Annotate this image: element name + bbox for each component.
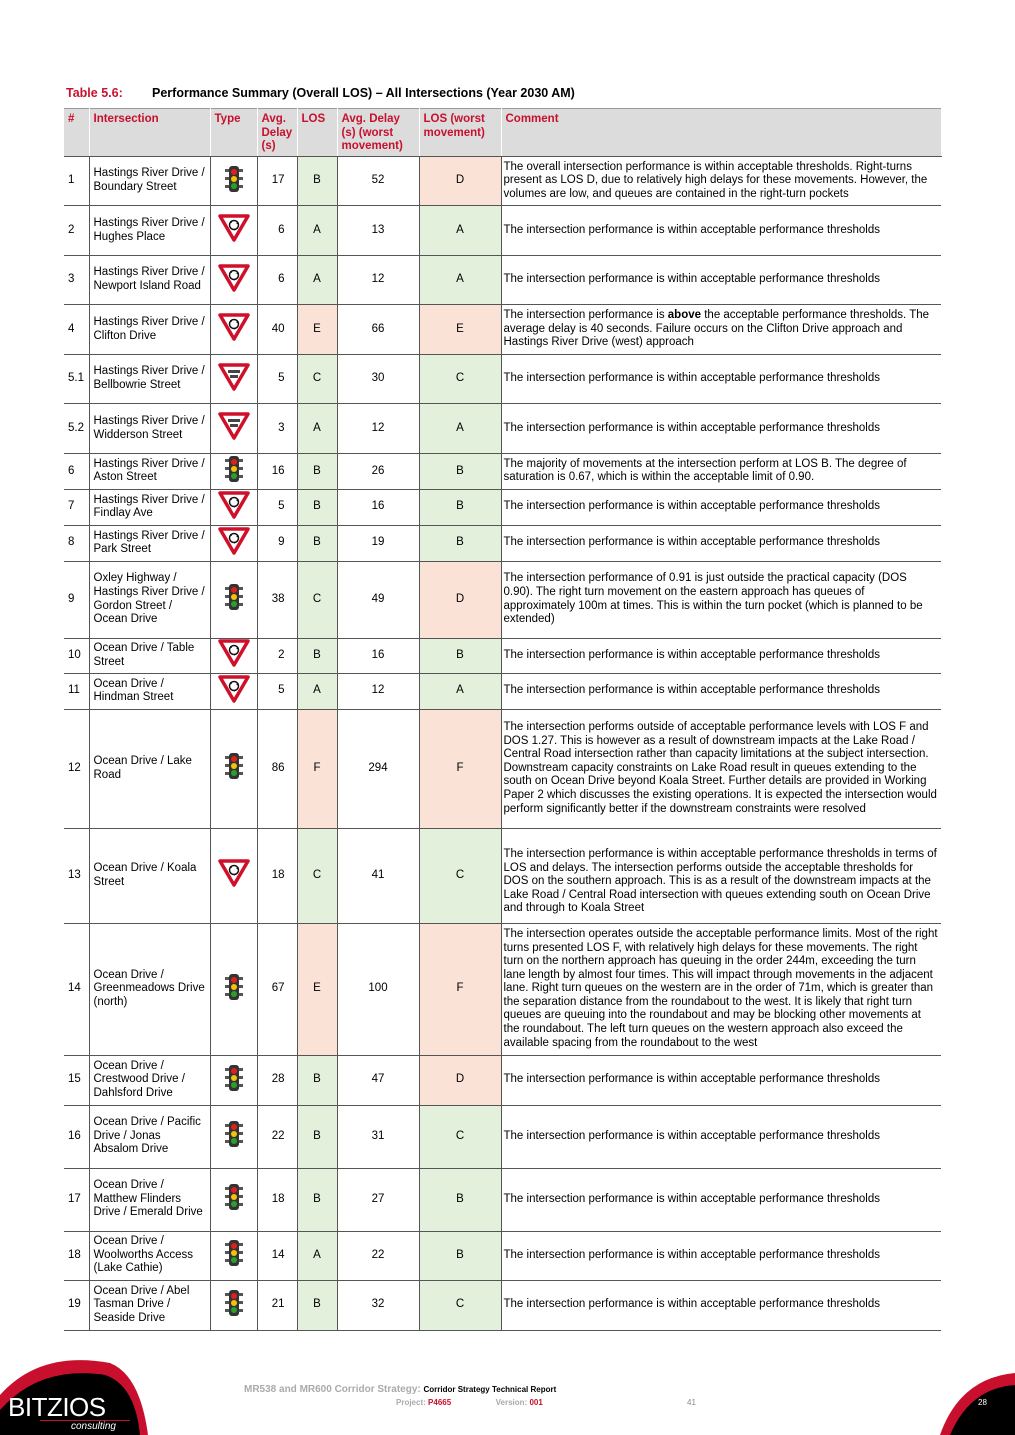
intersection-type [210, 709, 257, 828]
worst-delay: 26 [337, 454, 419, 490]
header-worst-delay: Avg. Delay (s) (worst movement) [337, 109, 419, 157]
report-title: MR538 and MR600 Corridor Strategy: [244, 1384, 421, 1395]
avg-delay: 16 [257, 454, 297, 490]
intersection-type [210, 489, 257, 525]
worst-delay: 27 [337, 1168, 419, 1231]
project-label: Project: [396, 1398, 426, 1407]
intersection-type [210, 256, 257, 305]
los-value: A [297, 256, 337, 305]
worst-los-value: B [419, 525, 501, 561]
los-value: B [297, 1280, 337, 1330]
los-value: A [297, 1231, 337, 1280]
intersection-type [210, 1231, 257, 1280]
intersection-type [210, 454, 257, 490]
table-row [64, 525, 941, 561]
header-avg-delay: Avg. Delay (s) [257, 109, 297, 157]
intersection-type [210, 1105, 257, 1168]
worst-los-value: A [419, 256, 501, 305]
intersection-type [210, 355, 257, 404]
row-number: 10 [64, 638, 89, 673]
comment: The intersection performance is within acceptable performance thresholds [501, 638, 941, 673]
footer-report [244, 1384, 556, 1395]
page-number: 28 [978, 1398, 987, 1407]
avg-delay: 21 [257, 1280, 297, 1330]
los-value: B [297, 1055, 337, 1105]
roundabout-icon [218, 675, 250, 703]
row-number: 3 [64, 256, 89, 305]
table-row [64, 355, 941, 404]
avg-delay: 6 [257, 256, 297, 305]
intersection-name: Oxley Highway / Hastings River Drive / Gordon Street / Ocean Drive [89, 561, 210, 638]
comment: The intersection operates outside the acceptable performance limits. Most of the right turns presented LOS F, with relatively high delays for these movements. The right turn on the northern approach has queuing in the order 244m, exceeding the turn lane length by almost four times. This will impact through movements in the adjacent lane. Right turn queues on the western are in the order of 71m, which is greater than the separation distance from the roundabout to the west. It is likely that right turn queues are queuing into the roundabout and may be blocking other movements at the roundabout. The left turn queues on the western approach also exceed the available spacing from the roundabout to the west [501, 923, 941, 1055]
intersection-type [210, 638, 257, 673]
intersection-type [210, 1168, 257, 1231]
traffic-signal-icon [224, 751, 244, 781]
comment-emphasis: above [667, 309, 702, 322]
avg-delay: 22 [257, 1105, 297, 1168]
row-number: 5.2 [64, 404, 89, 454]
traffic-signal-icon [224, 454, 244, 484]
table-row [64, 256, 941, 305]
project-value: P4665 [428, 1398, 452, 1407]
avg-delay: 67 [257, 923, 297, 1055]
avg-delay: 86 [257, 709, 297, 828]
intersection-type [210, 305, 257, 355]
worst-delay: 12 [337, 256, 419, 305]
comment: The intersection performance is within acceptable performance thresholds [501, 404, 941, 454]
intersection-name: Ocean Drive / Hindman Street [89, 673, 210, 709]
avg-delay: 5 [257, 489, 297, 525]
row-number: 8 [64, 525, 89, 561]
comment: The intersection performance is within acceptable performance thresholds [501, 355, 941, 404]
intersection-type [210, 1055, 257, 1105]
comment: The intersection performance is within acceptable performance thresholds [501, 1105, 941, 1168]
header-los: LOS [297, 109, 337, 157]
row-number: 13 [64, 828, 89, 923]
comment: The intersection performance is within acceptable performance thresholds [501, 1280, 941, 1330]
version-value: 001 [529, 1398, 543, 1407]
worst-delay: 22 [337, 1231, 419, 1280]
los-value: B [297, 157, 337, 206]
header-comment: Comment [501, 109, 941, 157]
worst-delay: 52 [337, 157, 419, 206]
logo-subtext: consulting [40, 1420, 130, 1432]
avg-delay: 18 [257, 1168, 297, 1231]
row-number: 15 [64, 1055, 89, 1105]
footer-project [396, 1398, 543, 1407]
row-number: 2 [64, 206, 89, 256]
header-num: # [64, 109, 89, 157]
traffic-signal-icon [224, 582, 244, 612]
comment: The intersection performance is within acceptable performance thresholds [501, 489, 941, 525]
traffic-signal-icon [224, 1063, 244, 1093]
comment: The intersection performance is within acceptable performance thresholds [501, 1168, 941, 1231]
intersection-type [210, 673, 257, 709]
worst-delay: 49 [337, 561, 419, 638]
comment-text: the acceptable performance thresholds. The average delay is 40 seconds. Failure occurs on the Clifton Drive approach and Hastings River Drive (west) approach [503, 309, 930, 349]
performance-table [64, 108, 942, 1331]
worst-los-value: B [419, 638, 501, 673]
worst-delay: 100 [337, 923, 419, 1055]
table-row [64, 1055, 941, 1105]
intersection-type [210, 206, 257, 256]
header-type: Type [210, 109, 257, 157]
intersection-name: Hastings River Drive / Clifton Drive [89, 305, 210, 355]
avg-delay: 40 [257, 305, 297, 355]
intersection-name: Ocean Drive / Woolworths Access (Lake Cathie) [89, 1231, 210, 1280]
row-number: 1 [64, 157, 89, 206]
version-label: Version: [495, 1398, 528, 1407]
intersection-name: Hastings River Drive / Boundary Street [89, 157, 210, 206]
los-value: C [297, 828, 337, 923]
worst-los-value: D [419, 157, 501, 206]
avg-delay: 5 [257, 355, 297, 404]
table-row [64, 305, 941, 355]
table-row [64, 561, 941, 638]
comment: The intersection performance is within acceptable performance thresholds in terms of LOS and delays. The intersection performs outside the acceptable thresholds for DOS on the southern approach. This is as a result of the downstream impacts at the Lake Road / Central Road intersection with queues extending south on Ocean Drive and through to Koala Street [501, 828, 941, 923]
avg-delay: 5 [257, 673, 297, 709]
table-row [64, 1168, 941, 1231]
avg-delay: 2 [257, 638, 297, 673]
worst-delay: 66 [337, 305, 419, 355]
table-row [64, 489, 941, 525]
intersection-type [210, 157, 257, 206]
intersection-name: Hastings River Drive / Park Street [89, 525, 210, 561]
table-row [64, 1231, 941, 1280]
los-value: C [297, 355, 337, 404]
comment [501, 305, 941, 355]
roundabout-icon [218, 639, 250, 667]
roundabout-icon [218, 264, 250, 292]
avg-delay: 28 [257, 1055, 297, 1105]
worst-delay: 12 [337, 673, 419, 709]
table-row [64, 454, 941, 490]
worst-los-value: A [419, 673, 501, 709]
comment: The intersection performance is within acceptable performance thresholds [501, 1231, 941, 1280]
row-number: 17 [64, 1168, 89, 1231]
table-row [64, 157, 941, 206]
roundabout-icon [218, 527, 250, 555]
table-row [64, 1105, 941, 1168]
comment-text: The intersection performance is [503, 309, 668, 322]
worst-delay: 32 [337, 1280, 419, 1330]
table-row [64, 404, 941, 454]
intersection-name: Hastings River Drive / Bellbowrie Street [89, 355, 210, 404]
avg-delay: 14 [257, 1231, 297, 1280]
table-header-row [64, 109, 941, 157]
intersection-type [210, 923, 257, 1055]
avg-delay: 6 [257, 206, 297, 256]
worst-delay: 19 [337, 525, 419, 561]
table-body [64, 157, 941, 1331]
comment: The majority of movements at the intersection perform at LOS B. The degree of saturation is 0.67, which is within the acceptable limit of 0.90. [501, 454, 941, 490]
table-title: Performance Summary (Overall LOS) – All Intersections (Year 2030 AM) [152, 86, 575, 100]
comment: The intersection performance is within acceptable performance thresholds [501, 525, 941, 561]
worst-delay: 41 [337, 828, 419, 923]
los-value: B [297, 1168, 337, 1231]
comment: The intersection performance is within acceptable performance thresholds [501, 206, 941, 256]
row-number: 7 [64, 489, 89, 525]
row-number: 12 [64, 709, 89, 828]
avg-delay: 38 [257, 561, 297, 638]
worst-los-value: A [419, 404, 501, 454]
row-number: 5.1 [64, 355, 89, 404]
los-value: A [297, 404, 337, 454]
intersection-name: Ocean Drive / Greenmeadows Drive (north) [89, 923, 210, 1055]
intersection-name: Hastings River Drive / Findlay Ave [89, 489, 210, 525]
row-number: 4 [64, 305, 89, 355]
los-value: F [297, 709, 337, 828]
traffic-signal-icon [224, 1182, 244, 1212]
intersection-name: Ocean Drive / Matthew Flinders Drive / Emerald Drive [89, 1168, 210, 1231]
page-center-number: 41 [687, 1398, 696, 1407]
intersection-name: Ocean Drive / Lake Road [89, 709, 210, 828]
worst-delay: 12 [337, 404, 419, 454]
comment: The overall intersection performance is within acceptable thresholds. Right-turns present as LOS D, due to relatively high delays for these movements. However, the volumes are low, and queues are contained in the right-turn pockets [501, 157, 941, 206]
avg-delay: 3 [257, 404, 297, 454]
roundabout-icon [218, 214, 250, 242]
avg-delay: 18 [257, 828, 297, 923]
worst-los-value: C [419, 828, 501, 923]
worst-los-value: D [419, 561, 501, 638]
avg-delay: 9 [257, 525, 297, 561]
worst-los-value: D [419, 1055, 501, 1105]
traffic-signal-icon [224, 1119, 244, 1149]
worst-delay: 294 [337, 709, 419, 828]
traffic-signal-icon [224, 1288, 244, 1318]
table-row [64, 1280, 941, 1330]
intersection-type [210, 525, 257, 561]
table-row [64, 923, 941, 1055]
los-value: A [297, 206, 337, 256]
comment: The intersection performance of 0.91 is just outside the practical capacity (DOS 0.90). The right turn movement on the eastern approach has queues of approximately 100m at times. This is within the turn pocket (which is planned to be extended) [501, 561, 941, 638]
intersection-name: Ocean Drive / Pacific Drive / Jonas Absalom Drive [89, 1105, 210, 1168]
row-number: 9 [64, 561, 89, 638]
intersection-type [210, 404, 257, 454]
row-number: 16 [64, 1105, 89, 1168]
traffic-signal-icon [224, 164, 244, 194]
roundabout-icon [218, 491, 250, 519]
row-number: 6 [64, 454, 89, 490]
table-row [64, 828, 941, 923]
los-value: B [297, 1105, 337, 1168]
table-row [64, 206, 941, 256]
give-way-sign-icon [218, 412, 250, 440]
worst-delay: 47 [337, 1055, 419, 1105]
table-row [64, 673, 941, 709]
worst-los-value: C [419, 1280, 501, 1330]
roundabout-icon [218, 859, 250, 887]
roundabout-icon [218, 313, 250, 341]
row-number: 14 [64, 923, 89, 1055]
intersection-name: Ocean Drive / Koala Street [89, 828, 210, 923]
report-subtitle: Corridor Strategy Technical Report [423, 1385, 557, 1394]
table-number: Table 5.6: [66, 86, 123, 100]
table-caption [66, 86, 575, 100]
worst-delay: 13 [337, 206, 419, 256]
los-value: B [297, 525, 337, 561]
los-value: B [297, 489, 337, 525]
company-logo [0, 1392, 130, 1432]
worst-los-value: F [419, 709, 501, 828]
row-number: 18 [64, 1231, 89, 1280]
intersection-name: Ocean Drive / Crestwood Drive / Dahlsford Drive [89, 1055, 210, 1105]
row-number: 19 [64, 1280, 89, 1330]
worst-los-value: F [419, 923, 501, 1055]
comment: The intersection performs outside of acceptable performance levels with LOS F and DOS 1.27. This is however as a result of downstream impacts at the Lake Road / Central Road intersection rather than capacity limitations at the subject intersection. Downstream capacity constraints on Lake Road result in queues extending to the south on Ocean Drive beyond Koala Street. Further details are provided in Working Paper 2 which discusses the existing operations. It is expected the intersection would perform significantly better if the downstream constraints were resolved [501, 709, 941, 828]
corner-swoosh [935, 1373, 1015, 1435]
intersection-name: Ocean Drive / Table Street [89, 638, 210, 673]
worst-delay: 16 [337, 638, 419, 673]
worst-los-value: B [419, 1231, 501, 1280]
comment: The intersection performance is within acceptable performance thresholds [501, 673, 941, 709]
los-value: E [297, 305, 337, 355]
table-row [64, 638, 941, 673]
intersection-name: Hastings River Drive / Hughes Place [89, 206, 210, 256]
header-intersection: Intersection [89, 109, 210, 157]
traffic-signal-icon [224, 1238, 244, 1268]
header-worst-los: LOS (worst movement) [419, 109, 501, 157]
los-value: B [297, 638, 337, 673]
traffic-signal-icon [224, 972, 244, 1002]
intersection-name: Hastings River Drive / Aston Street [89, 454, 210, 490]
los-value: B [297, 454, 337, 490]
worst-los-value: C [419, 1105, 501, 1168]
intersection-name: Hastings River Drive / Newport Island Road [89, 256, 210, 305]
worst-delay: 16 [337, 489, 419, 525]
los-value: E [297, 923, 337, 1055]
worst-los-value: A [419, 206, 501, 256]
los-value: C [297, 561, 337, 638]
intersection-name: Hastings River Drive / Widderson Street [89, 404, 210, 454]
worst-los-value: E [419, 305, 501, 355]
give-way-sign-icon [218, 363, 250, 391]
intersection-type [210, 1280, 257, 1330]
row-number: 11 [64, 673, 89, 709]
avg-delay: 17 [257, 157, 297, 206]
worst-los-value: C [419, 355, 501, 404]
worst-los-value: B [419, 489, 501, 525]
los-value: A [297, 673, 337, 709]
intersection-name: Ocean Drive / Abel Tasman Drive / Seaside Drive [89, 1280, 210, 1330]
worst-delay: 31 [337, 1105, 419, 1168]
worst-los-value: B [419, 454, 501, 490]
table-row [64, 709, 941, 828]
logo-text: BITZIOS [8, 1392, 106, 1422]
intersection-type [210, 561, 257, 638]
worst-los-value: B [419, 1168, 501, 1231]
worst-delay: 30 [337, 355, 419, 404]
intersection-type [210, 828, 257, 923]
comment: The intersection performance is within acceptable performance thresholds [501, 1055, 941, 1105]
comment: The intersection performance is within acceptable performance thresholds [501, 256, 941, 305]
